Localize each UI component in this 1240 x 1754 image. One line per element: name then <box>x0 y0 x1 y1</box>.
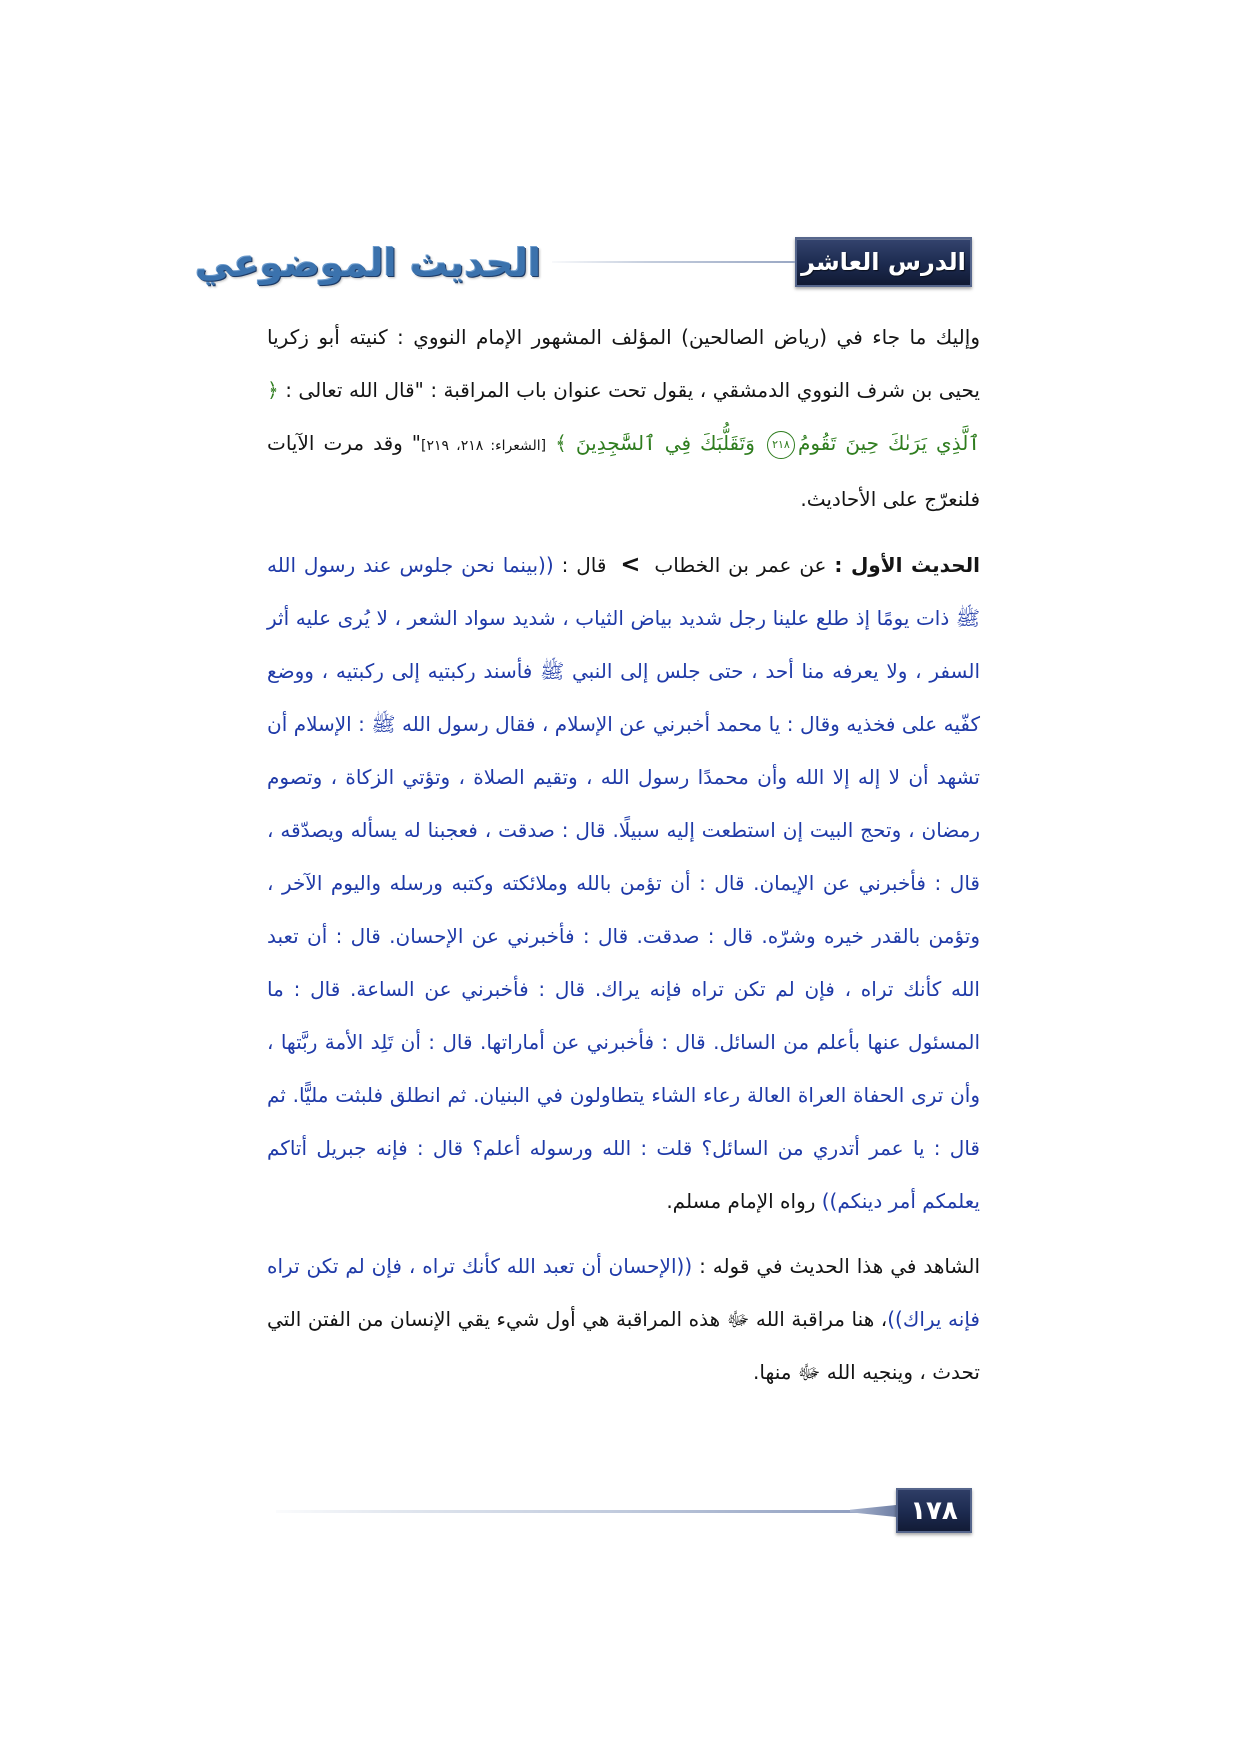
lesson-badge <box>795 237 972 287</box>
header-rule <box>552 261 795 263</box>
hadith-narrator: عن عمر بن الخطاب <box>654 553 827 577</box>
lesson-label: الدرس العاشر <box>801 248 966 276</box>
verse-part-1: ٱلَّذِي يَرَىٰكَ حِينَ تَقُومُ <box>797 431 981 455</box>
page-body <box>267 311 980 1411</box>
page-number-badge <box>896 1488 972 1533</box>
hadith-paragraph <box>267 538 980 1228</box>
footer-rule-accent <box>850 1505 896 1517</box>
hadith-text: ((بينما نحن جلوس عند رسول الله ﷺ ذات يومًا إذ طلع علينا رجل شديد بياض الثياب ، شديد سواد الشعر ، لا يُرى عليه أثر السفر ، ولا يعرفه منا أحد ، حتى جلس إلى النبي ﷺ فأسند ركبتيه إلى ركبتيه ، ووضع كفّيه على فخذيه وقال : يا محمد أخبرني عن الإسلام ، فقال رسول الله ﷺ : الإسلام أن تشهد أن لا إله إلا الله وأن محمدًا رسول الله ، وتقيم الصلاة ، وتؤتي الزكاة ، وتصوم رمضان ، وتحج البيت إن استطعت إليه سبيلًا. قال : صدقت ، فعجبنا له يسأله ويصدّقه ، قال : فأخبرني عن الإيمان. قال : أن تؤمن بالله وملائكته وكتبه ورسله واليوم الآخر ، وتؤمن بالقدر خيره وشرّه. قال : صدقت. قال : فأخبرني عن الإحسان. قال : أن تعبد الله كأنك تراه ، فإن لم تكن تراه فإنه يراك. قال : فأخبرني عن الساعة. قال : ما المسئول عنها بأعلم من السائل. قال : فأخبرني عن أماراتها. قال : أن تَلِد الأمة ربَّتها ، وأن ترى الحفاة العراة العالة رعاء الشاء يتطاولون في البنيان. ثم انطلق فلبثت مليًّا. ثم قال : يا عمر أتدري من السائل؟ قلت : الله ورسوله أعلم؟ قال : فإنه جبريل أتاكم يعلمكم أمر دينكم)) <box>267 553 980 1213</box>
verse-close-bracket: ﴾ <box>555 431 567 455</box>
hadith-source: رواه الإمام مسلم. <box>666 1189 816 1213</box>
witness-paragraph <box>267 1240 980 1399</box>
witness-commentary: ، هنا مراقبة الله ﷻ هذه المراقبة هي أول شيء يقي الإنسان من الفتن التي تحدث ، وينجيه الله ﷻ منها. <box>267 1307 980 1384</box>
footer-rule <box>276 1510 866 1513</box>
intro-text-before-verse: وإليك ما جاء في (رياض الصالحين) المؤلف المشهور الإمام النووي : كنيته أبو زكريا يحيى بن شرف النووي الدمشقي ، يقول تحت عنوان باب المراقبة : "قال الله تعالى : <box>267 325 980 402</box>
page-number: ١٧٨ <box>910 1495 958 1526</box>
verse-citation: [الشعراء: ٢١٨، ٢١٩] <box>421 438 547 454</box>
intro-paragraph <box>267 311 980 526</box>
witness-quote: ((الإحسان أن تعبد الله كأنك تراه ، فإن لم تكن تراه فإنه يراك)) <box>267 1254 980 1331</box>
verse-part-2: وَتَقَلُّبَكَ فِي ٱلسَّٰجِدِينَ <box>575 431 755 455</box>
hadith-label: الحديث الأول : <box>834 553 981 577</box>
radiallahu-symbol: > <box>620 550 641 578</box>
witness-lead: الشاهد في هذا الحديث في قوله : <box>699 1254 981 1278</box>
hadith-said: قال : <box>561 553 607 577</box>
intro-text-after-verse: " وقد مرت الآيات فلنعرّج على الأحاديث. <box>267 431 980 511</box>
chapter-title: الحديث الموضوعي <box>195 241 541 285</box>
verse-open-bracket: ﴿ <box>267 378 279 402</box>
verse-number-marker: ٢١٨ <box>767 431 795 459</box>
